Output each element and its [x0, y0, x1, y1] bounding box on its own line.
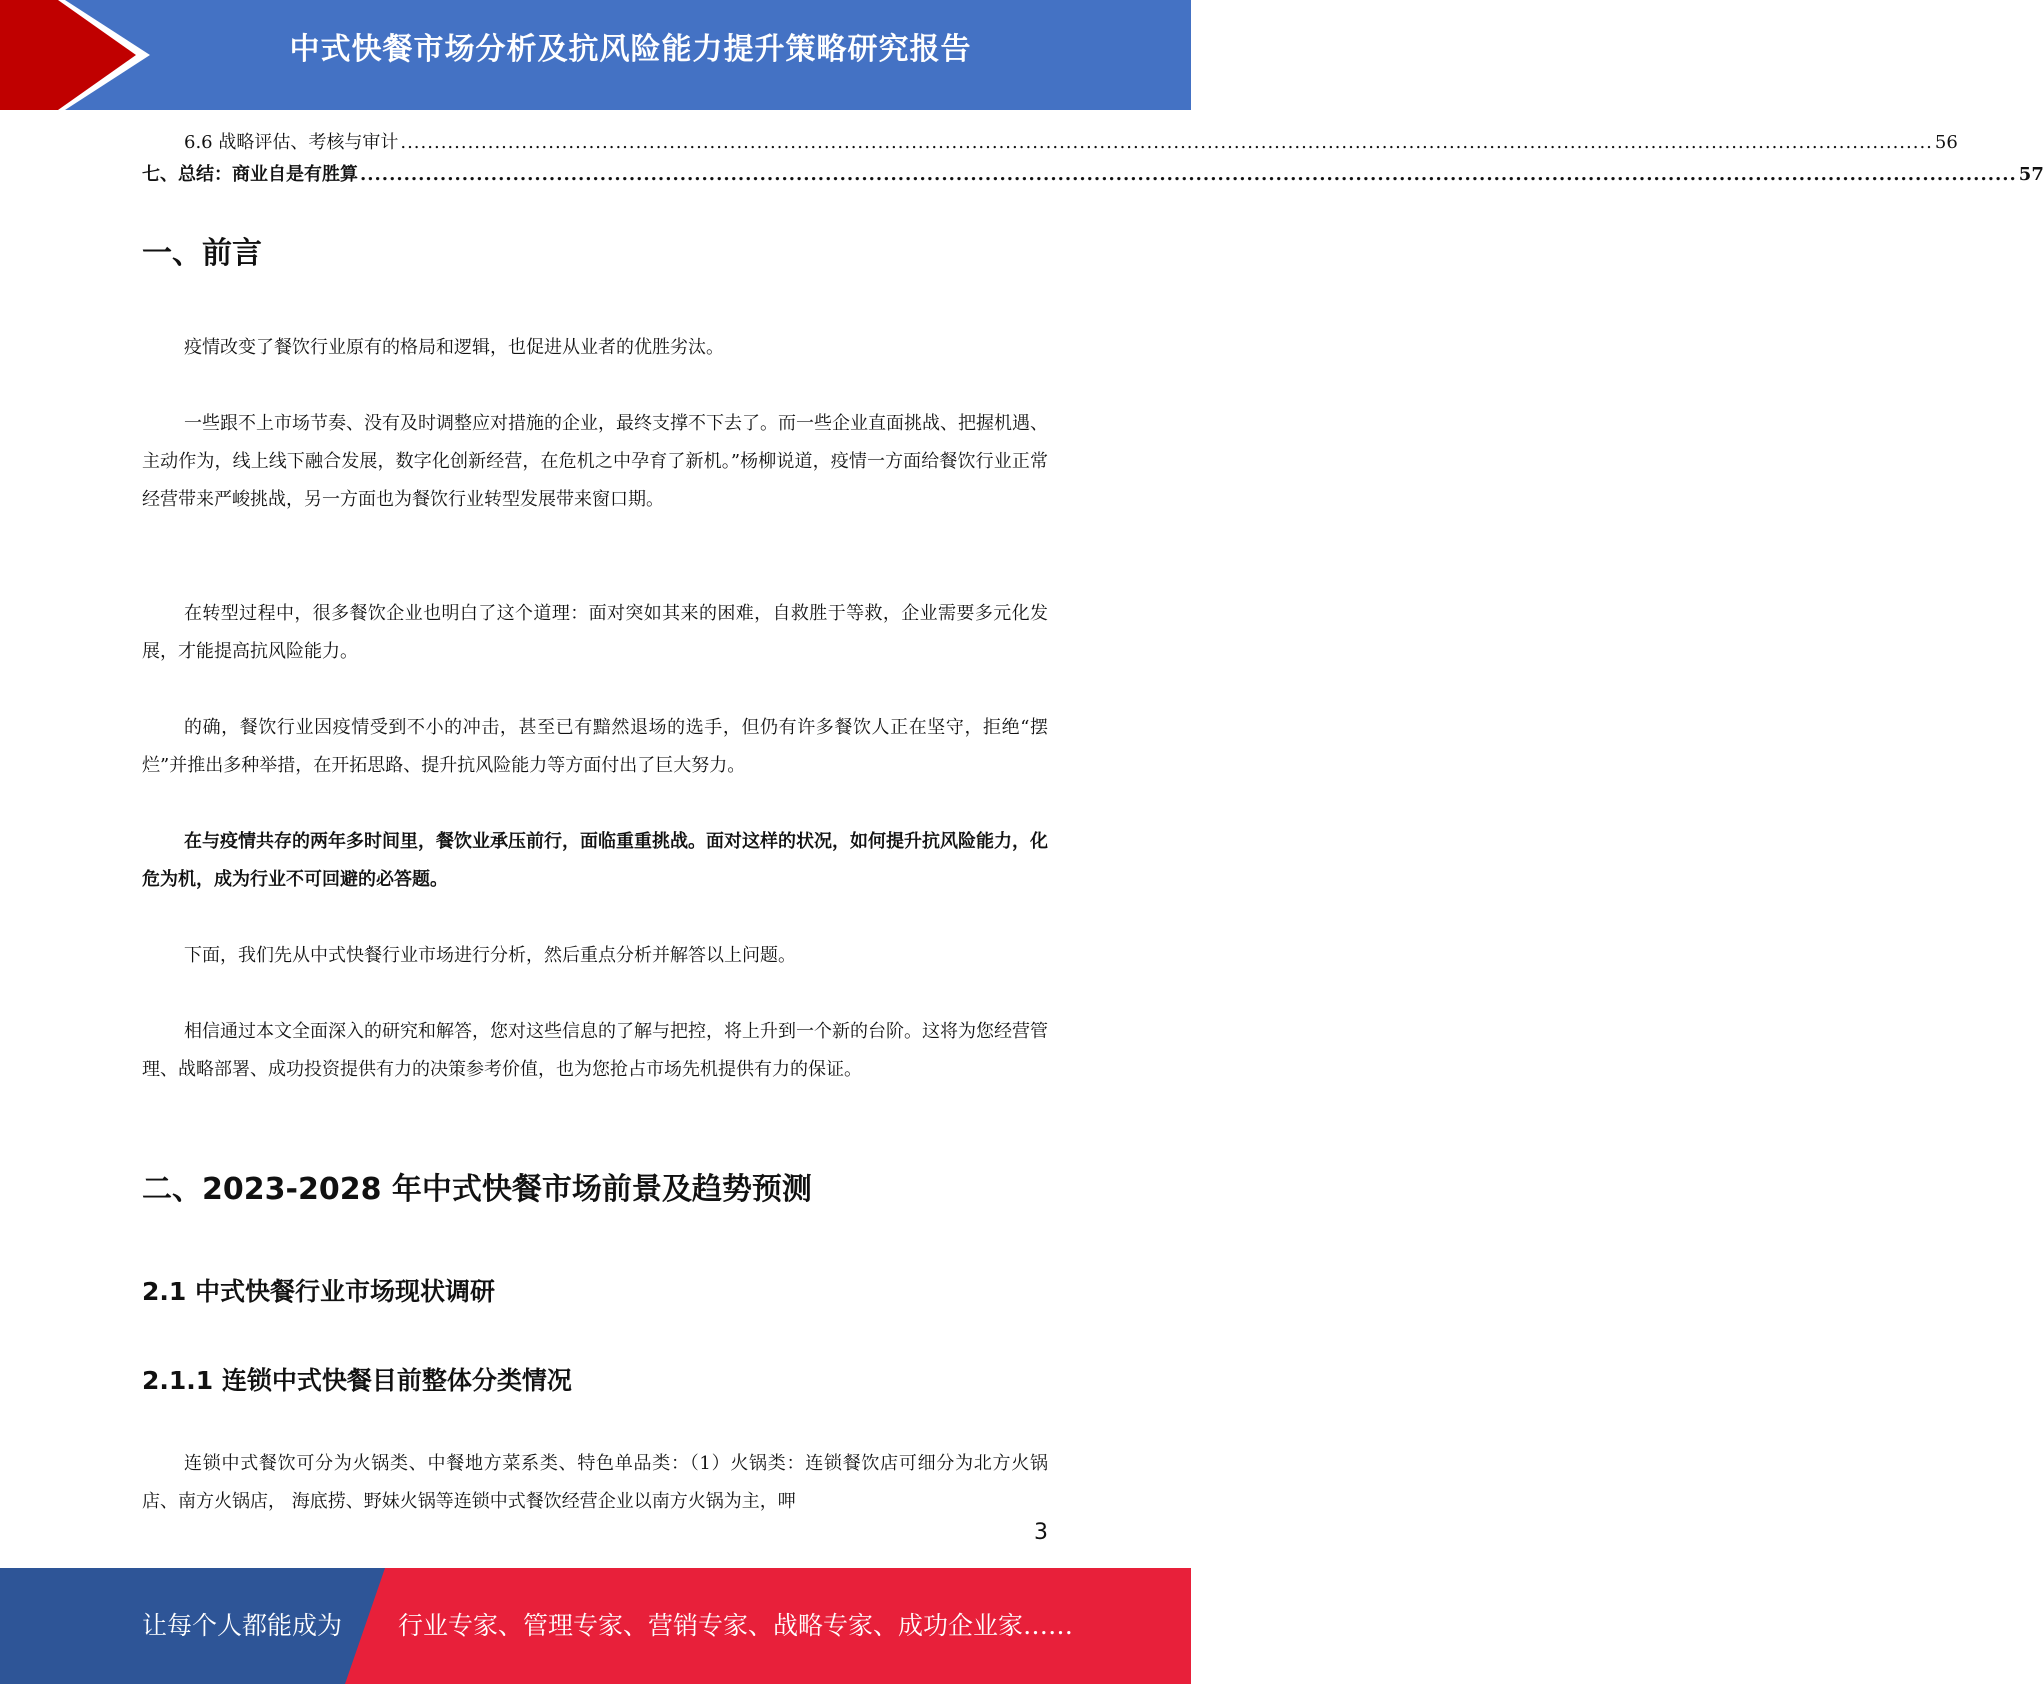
header-arrow-icon	[0, 0, 150, 110]
paragraph: 下面，我们先从中式快餐行业市场进行分析，然后重点分析并解答以上问题。	[184, 945, 796, 966]
page-footer	[0, 1568, 1191, 1684]
section-heading: 一、前言	[142, 236, 262, 271]
footer-slogan-right: 行业专家、管理专家、营销专家、战略专家、成功企业家……	[398, 1611, 1074, 1640]
toc-entry-label: 七、总结：商业自是有胜算	[142, 164, 358, 185]
subsection-heading: 2.1.1 连锁中式快餐目前整体分类情况	[142, 1366, 572, 1395]
paragraph: 在转型过程中，很多餐饮企业也明白了这个道理：面对突如其来的困难，自救胜于等救，企业需要多元化发展，才能提高抗风险能力。	[142, 603, 1048, 662]
paragraph: 的确，餐饮行业因疫情受到不小的冲击，甚至已有黯然退场的选手，但仍有许多餐饮人正在坚守，拒绝“摆烂”并推出多种举措，在开拓思路、提升抗风险能力等方面付出了巨大努力。	[142, 717, 1048, 776]
toc-entry[interactable]	[142, 131, 1958, 155]
section-heading: 二、2023-2028 年中式快餐市场前景及趋势预测	[142, 1172, 812, 1207]
paragraph: 疫情改变了餐饮行业原有的格局和逻辑，也促进从业者的优胜劣汰。	[184, 337, 724, 358]
toc-leader: ....................................................................................................................................................................................................................................	[360, 164, 2017, 185]
toc-entry-page: 57	[2018, 164, 2044, 185]
toc-entry[interactable]	[142, 163, 2044, 187]
header-title: 中式快餐市场分析及抗风险能力提升策略研究报告	[289, 32, 972, 67]
paragraph: 连锁中式餐饮可分为火锅类、中餐地方菜系类、特色单品类：（1）火锅类：连锁餐饮店可细分为北方火锅店、南方火锅店， 海底捞、野妹火锅等连锁中式餐饮经营企业以南方火锅为主，呷	[142, 1453, 1048, 1512]
toc-entry-page: 56	[1934, 132, 1958, 153]
paragraph: 相信通过本文全面深入的研究和解答，您对这些信息的了解与把控，将上升到一个新的台阶。这将为您经营管理、战略部署、成功投资提供有力的决策参考价值，也为您抢占市场先机提供有力的保证。	[142, 1021, 1048, 1080]
paragraph-emphasis: 在与疫情共存的两年多时间里，餐饮业承压前行，面临重重挑战。面对这样的状况，如何提升抗风险能力，化危为机，成为行业不可回避的必答题。	[142, 831, 1048, 890]
footer-slogan-left: 让每个人都能成为	[142, 1611, 343, 1640]
subsection-heading: 2.1 中式快餐行业市场现状调研	[142, 1277, 495, 1306]
page-number: 3	[1034, 1520, 1048, 1545]
page-header	[0, 0, 1191, 110]
paragraph: 一些跟不上市场节奏、没有及时调整应对措施的企业，最终支撑不下去了。而一些企业直面挑战、把握机遇、主动作为，线上线下融合发展，数字化创新经营，在危机之中孕育了新机。”杨柳说道，疫情一方面给餐饮行业正常经营带来严峻挑战，另一方面也为餐饮行业转型发展带来窗口期。	[142, 413, 1048, 510]
toc-leader: ....................................................................................................................................................................................................................................	[400, 132, 1933, 153]
toc-entry-label: 6.6 战略评估、考核与审计	[184, 132, 399, 153]
